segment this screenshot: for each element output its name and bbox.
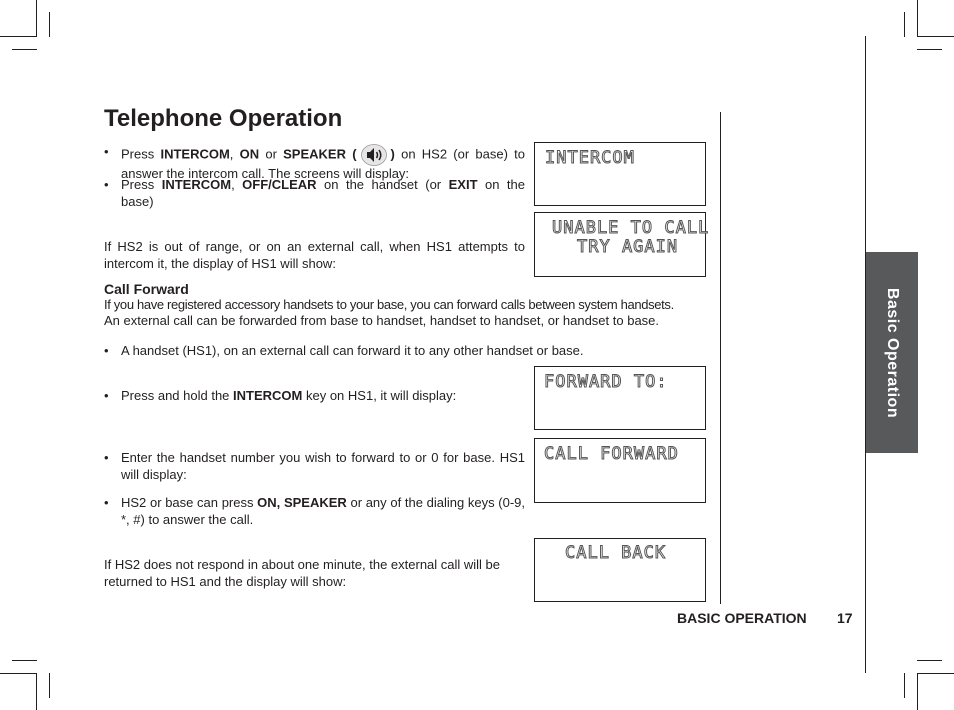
lcd-text: CALL BACK bbox=[565, 543, 667, 563]
crop-mark bbox=[917, 49, 942, 50]
lcd-text: TRY AGAIN bbox=[577, 237, 679, 257]
section-tab bbox=[866, 252, 918, 453]
footer-section-label: BASIC OPERATION bbox=[677, 610, 807, 626]
crop-mark bbox=[12, 49, 37, 50]
crop-mark bbox=[904, 673, 905, 698]
list-item bbox=[104, 495, 525, 529]
crop-mark bbox=[49, 12, 50, 37]
bullet: • bbox=[104, 450, 109, 465]
bullet: • bbox=[104, 343, 109, 358]
lcd-text: CALL FORWARD bbox=[544, 444, 679, 464]
bullet-text: HS2 or base can press ON, SPEAKER or any of the dialing keys (0-9, *, #) to answer the call. bbox=[121, 495, 525, 527]
list-item bbox=[104, 388, 525, 405]
bullet: • bbox=[104, 177, 109, 192]
list-item bbox=[104, 144, 525, 181]
crop-mark bbox=[917, 673, 954, 674]
lcd-screen-call-back bbox=[534, 538, 706, 602]
crop-mark bbox=[917, 0, 918, 37]
crop-mark bbox=[0, 36, 37, 37]
bullet-text: A handset (HS1), on an external call can forward it to any other handset or base. bbox=[121, 343, 584, 358]
crop-mark bbox=[917, 660, 942, 661]
crop-mark bbox=[0, 673, 37, 674]
crop-mark bbox=[36, 0, 37, 37]
lcd-screen-forward-to bbox=[534, 366, 706, 430]
list-item bbox=[104, 177, 525, 211]
crop-mark bbox=[36, 673, 37, 710]
list-item bbox=[104, 343, 704, 360]
intro-line: An external call can be forwarded from base to handset, handset to handset, or handset to base. bbox=[104, 313, 660, 328]
lcd-screen-intercom bbox=[534, 142, 706, 206]
section-tab-label: Basic Operation bbox=[884, 287, 901, 418]
lcd-text: INTERCOM bbox=[545, 148, 635, 168]
bullet-text: Enter the handset number you wish to forward to or 0 for base. HS1 will display: bbox=[121, 450, 525, 482]
intro-line: If you have registered accessory handsets to your base, you can forward calls between system handsets. bbox=[104, 297, 674, 312]
column-divider bbox=[720, 112, 721, 604]
bullet-text: Press INTERCOM, OFF/CLEAR on the handset (or EXIT on the base) bbox=[121, 177, 525, 209]
bullet-text: Press INTERCOM, ON or SPEAKER ( ) on HS2 (or base) to answer the intercom call. The screens will display: bbox=[121, 144, 525, 183]
lcd-screen-call-forward bbox=[534, 438, 706, 503]
lcd-text: UNABLE TO CALL bbox=[552, 218, 710, 238]
lcd-screen-unable bbox=[534, 212, 710, 277]
no-response-paragraph: If HS2 does not respond in about one minute, the external call will be returned to HS1 and the display will show: bbox=[104, 557, 501, 589]
page-number: 17 bbox=[837, 610, 853, 626]
out-of-range-paragraph: If HS2 is out of range, or on an external call, when HS1 attempts to intercom it, the display of HS1 will show: bbox=[104, 239, 525, 271]
crop-mark bbox=[49, 673, 50, 698]
bullet-text: Press and hold the INTERCOM key on HS1, it will display: bbox=[121, 388, 457, 403]
section-heading: Call Forward bbox=[104, 281, 189, 297]
lcd-text: FORWARD TO: bbox=[544, 372, 668, 392]
bullet: • bbox=[104, 144, 109, 159]
bullet: • bbox=[104, 388, 109, 403]
crop-mark bbox=[12, 660, 37, 661]
bullet: • bbox=[104, 495, 109, 510]
page-title: Telephone Operation bbox=[104, 105, 343, 132]
crop-mark bbox=[917, 673, 918, 710]
crop-mark bbox=[904, 12, 905, 37]
speaker-icon bbox=[361, 144, 387, 166]
crop-mark bbox=[917, 36, 954, 37]
list-item bbox=[104, 450, 525, 484]
